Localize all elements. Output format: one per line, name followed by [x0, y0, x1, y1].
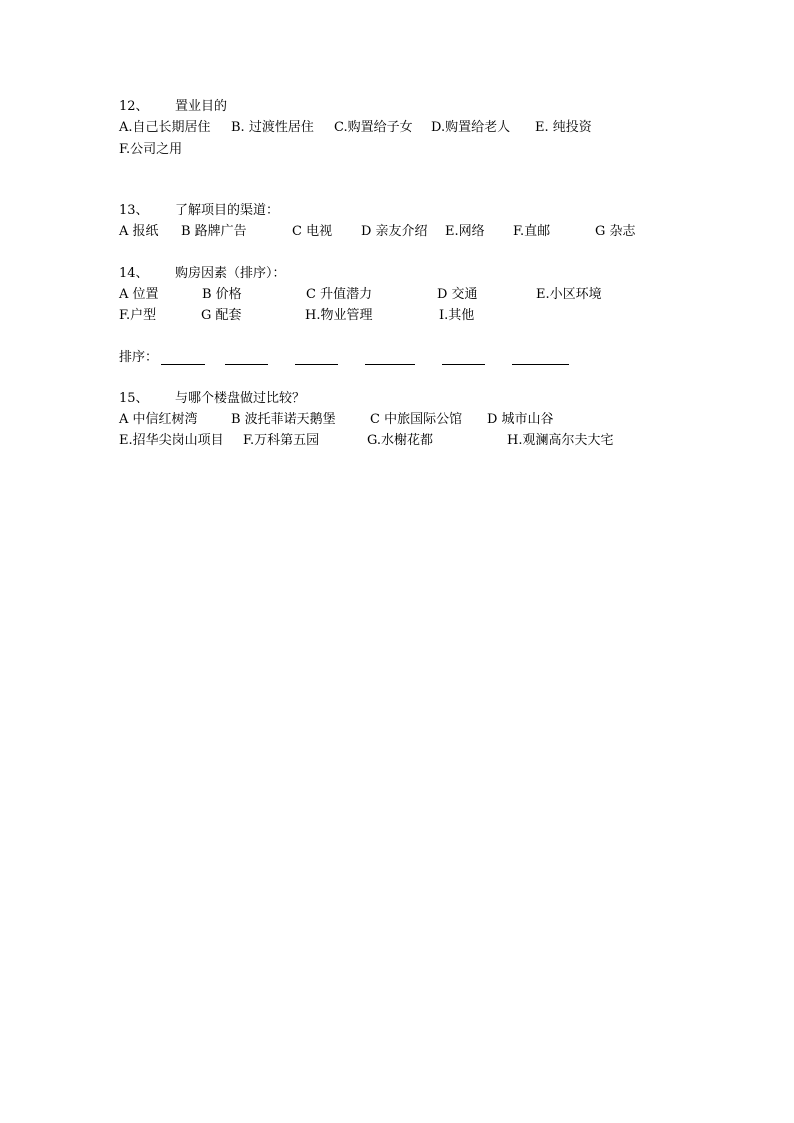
q13-number: 13、: [119, 203, 149, 218]
q15-option-f: F.万科第五园: [243, 433, 320, 448]
q14-option-d: D 交通: [437, 287, 478, 302]
q15-options-row1: [119, 410, 679, 430]
q12-option-d: D.购置给老人: [431, 120, 511, 135]
q15-options-row2: [119, 431, 679, 451]
q14-option-b: B 价格: [202, 287, 242, 302]
q14-rank-row: [119, 348, 679, 368]
q14-option-i: I.其他: [439, 308, 475, 323]
q14-option-g: G 配套: [201, 308, 242, 323]
q12-title: 置业目的: [175, 99, 228, 114]
q12-option-f: F.公司之用: [119, 142, 183, 157]
q15-option-h: H.观澜高尔夫大宅: [507, 433, 614, 448]
q15-number: 15、: [119, 391, 149, 406]
rank-blank-6[interactable]: [512, 364, 569, 365]
q13-option-g: G 杂志: [595, 224, 636, 239]
q15-option-e: E.招华尖岗山项目: [119, 433, 224, 448]
q12-option-b: B. 过渡性居住: [231, 120, 314, 135]
q12-options-row1: [119, 118, 679, 138]
q14-title: 购房因素（排序）：: [175, 266, 286, 281]
q12-option-a: A.自己长期居住: [119, 120, 211, 135]
q13-option-f: F.直邮: [513, 224, 551, 239]
rank-blank-5[interactable]: [442, 364, 485, 365]
q13-options: [119, 222, 679, 242]
q13-option-a: A 报纸: [119, 224, 159, 239]
q14-option-e: E.小区环境: [536, 287, 602, 302]
q15-option-d: D 城市山谷: [487, 412, 554, 427]
q14-rank-label: 排序：: [119, 350, 159, 365]
q12-number: 12、: [119, 99, 149, 114]
q15-option-a: A 中信红树湾: [119, 412, 198, 427]
q15-option-c: C 中旅国际公馆: [370, 412, 463, 427]
q12-option-e: E. 纯投资: [535, 120, 592, 135]
q14-option-f: F.户型: [119, 308, 157, 323]
q14-option-h: H.物业管理: [305, 308, 373, 323]
q15-title: 与哪个楼盘做过比较？: [175, 391, 306, 406]
rank-blank-3[interactable]: [295, 364, 338, 365]
q13-title: 了解项目的渠道：: [175, 203, 280, 218]
q13-option-c: C 电视: [292, 224, 333, 239]
q15-option-b: B 波托菲诺天鹅堡: [231, 412, 336, 427]
q14-number: 14、: [119, 266, 149, 281]
q14-option-a: A 位置: [119, 287, 159, 302]
q13-option-b: B 路牌广告: [181, 224, 247, 239]
q12-option-c: C.购置给子女: [334, 120, 413, 135]
rank-blank-2[interactable]: [225, 364, 268, 365]
q14-option-c: C 升值潜力: [306, 287, 373, 302]
q15-option-g: G.水榭花都: [367, 433, 434, 448]
q14-options-row2: [119, 306, 679, 326]
q13-option-e: E.网络: [445, 224, 485, 239]
q13-option-d: D 亲友介绍: [361, 224, 428, 239]
rank-blank-4[interactable]: [365, 364, 415, 365]
rank-blank-1[interactable]: [161, 364, 205, 365]
q14-options-row1: [119, 285, 679, 305]
